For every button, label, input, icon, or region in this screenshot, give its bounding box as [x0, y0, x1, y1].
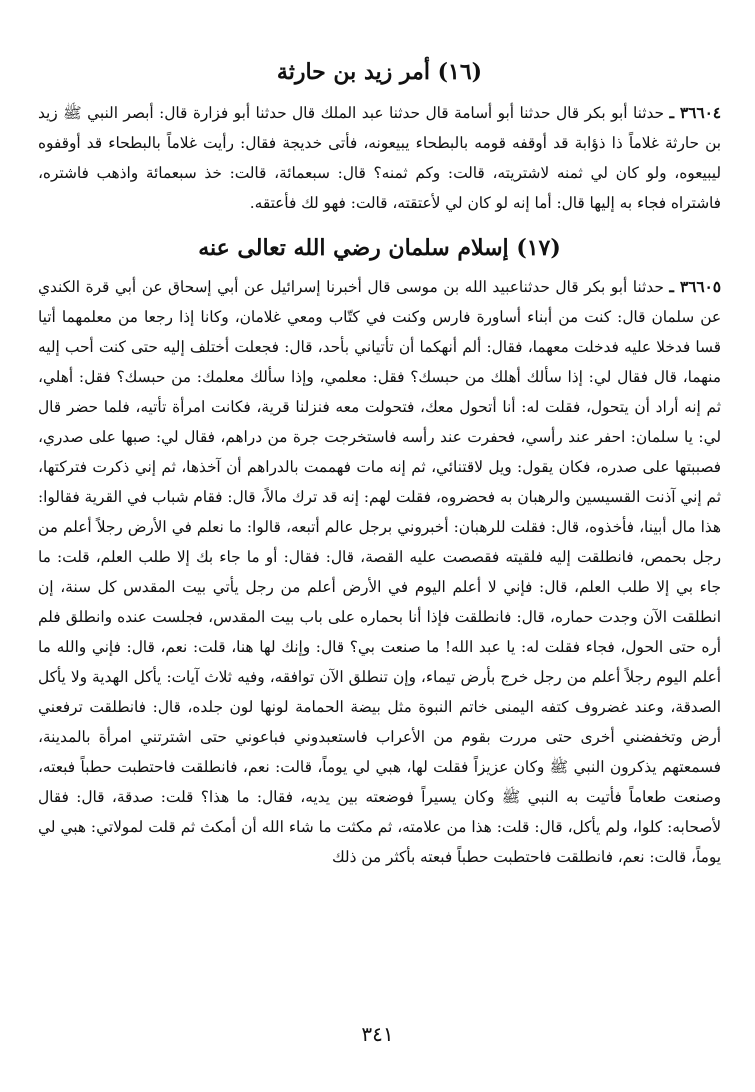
section-heading-zayd: (١٦) أمر زيد بن حارثة	[276, 59, 483, 85]
section-heading-salman: (١٧) إسلام سلمان رضي الله تعالى عنه	[198, 235, 561, 261]
hadith-text: حدثنا أبو بكر قال حدثنا أبو أسامة قال حدثنا عبد الملك قال حدثنا أبو فزارة قال: أبصر النبي ﷺ زيد بن حارثة غلاماً ذا ذؤابة قد أوقفه قومه بالبطحاء يبيعونه، فأتى خديجة فقال: رأيت غلاماً بالبطحاء قد أوقفوه ليبيعوه، ولو كان لي ثمنه لاشتريته، قالت: وكم ثمنه؟ قال: سبعمائة، قالت: خذ سبعمائة واذهب فاشتره، فاشتراه فجاء به إليها قال: أما إنه لو كان لي لأعتقته، قالت: فهو لك فأعتقه.	[38, 104, 721, 212]
hadith-number: ٣٦٦٠٥ ـ	[669, 278, 721, 296]
hadith-text: حدثنا أبو بكر قال حدثناعبيد الله بن موسى قال أخبرنا إسرائيل عن أبي إسحاق عن أبي قرة الكندي عن سلمان قال: كنت من أبناء أساورة فارس وكنت في كتّاب ومعي غلامان، وكانا إذا رجعا من معلمهما أتيا قسا فدخلا عليه فدخلت معهما، فقال: ألم أنهكما أن تأتياني بأحد، قال: فجعلت أختلف إليه حتى كنت أحب إليه منهما، قال فقال لي: إذا سألك أهلك من حبسك؟ فقل: معلمي، وإذا سألك معلمك: من حبسك؟ فقل: أهلي، ثم إنه أراد أن يتحول، فقلت له: أنا أتحول معك، فتحولت معه فنزلنا قرية، فكانت امرأة تأتيه، فلما حضر قال لي: يا سلمان: احفر عند رأسي، فحفرت عند رأسه فاستخرجت جرة من دراهم، فقال لي: صبها على صدري، فصببتها على صدره، فكان يقول: ويل لاقتنائي، ثم إنه مات فهممت بالدراهم أن آخذها، ثم إني ذكرت فتركتها، ثم إني آذنت القسيسين والرهبان به فحضروه، فقلت لهم: إنه قد ترك مالاً، قال: فقام شباب في القرية فقالوا: هذا مال أبينا، فأخذوه، قال: فقلت للرهبان: أخبروني برجل عالم أتبعه، قالوا: ما نعلم في الأرض رجلاً أعلم من رجل بحمص، فانطلقت إليه فلقيته فقصصت عليه القصة، قال: فقال: أو ما جاء بك إلا طلب العلم، قلت: ما جاء بي إلا طلب العلم، قال: فإني لا أعلم اليوم في الأرض أعلم من رجل يأتي بيت المقدس كل سنة، إن انطلقت الآن وجدت حماره، قال: فانطلقت فإذا أنا بحماره على باب بيت المقدس، فجلست عنده وانطلق فلم أره حتى الحول، فجاء فقلت له: يا عبد الله! ما صنعت بي؟ قال: وإنك لها هنا، قلت: نعم، قال: فإني والله ما أعلم اليوم رجلاً أعلم من رجل خرج بأرض تيماء، وإن تنطلق الآن توافقه، وفيه ثلاث آيات: يأكل الهدية ولا يأكل الصدقة، وعند غضروف كتفه اليمنى خاتم النبوة مثل بيضة الحمامة لونها لون جلده، قال: فانطلقت ترفعني أرض وتخفضني أخرى حتى مررت بقوم من الأعراب فاستعبدوني فباعوني حتى اشترتني امرأة بالمدينة، فسمعتهم يذكرون النبي ﷺ وكان عزيزاً فقلت لها، هبي لي يوماً، قالت: نعم، فانطلقت فاحتطبت حطباً فبعته، وصنعت طعاماً فأتيت به النبي ﷺ وكان يسيراً فوضعته بين يديه، فقال: ما هذا؟ قلت: صدقة، قال: فقال لأصحابه: كلوا، ولم يأكل، قال: قلت: هذا من علامته، ثم مكثت ما شاء الله أن أمكث ثم قلت لمولاتي: هبي لي يوماً، قالت: نعم، فانطلقت فاحتطبت حطباً فبعته بأكثر من ذلك	[38, 278, 721, 866]
hadith-number: ٣٦٦٠٤ ـ	[669, 104, 722, 122]
page-number: ٣٤١	[361, 1022, 394, 1046]
hadith-paragraph-36604	[38, 98, 721, 218]
hadith-paragraph-36605	[38, 272, 721, 872]
document-page	[38, 52, 721, 872]
